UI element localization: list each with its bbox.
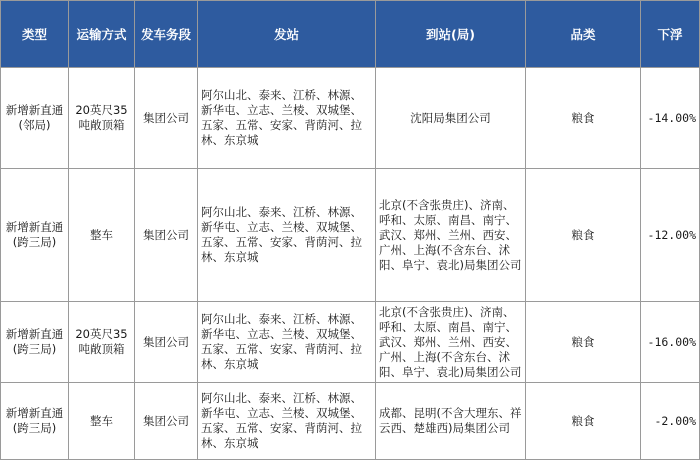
header-discount: 下浮 [641,1,700,68]
cell-transport: 整车 [69,169,135,302]
header-destination: 到站(局) [376,1,526,68]
cell-destination: 成都、昆明(不含大理东、祥云西、楚雄西)局集团公司 [376,383,526,460]
cell-discount: -2.00% [641,383,700,460]
table-row [1,68,700,169]
cell-transport: 整车 [69,383,135,460]
cell-destination: 北京(不含张贵庄)、济南、呼和、太原、南昌、南宁、武汉、郑州、兰州、西安、广州、上海(不含东台、沭阳、阜宁、袁北)局集团公司 [376,302,526,383]
cell-type: 新增新直通(跨三局) [1,302,69,383]
cell-origin: 阿尔山北、泰来、江桥、林源、新华屯、立志、兰棱、双城堡、五家、五常、安家、背荫河、拉林、东京城 [198,302,376,383]
header-type: 类型 [1,1,69,68]
cell-origin: 阿尔山北、泰来、江桥、林源、新华屯、立志、兰棱、双城堡、五家、五常、安家、背荫河、拉林、东京城 [198,169,376,302]
cell-discount: -12.00% [641,169,700,302]
cell-discount: -14.00% [641,68,700,169]
cell-bureau: 集团公司 [135,68,198,169]
table-row [1,302,700,383]
cell-type: 新增新直通(跨三局) [1,169,69,302]
header-category: 品类 [526,1,641,68]
cell-destination: 沈阳局集团公司 [376,68,526,169]
cell-discount: -16.00% [641,302,700,383]
cell-bureau: 集团公司 [135,169,198,302]
header-origin: 发站 [198,1,376,68]
cell-type: 新增新直通(邻局) [1,68,69,169]
cell-category: 粮食 [526,68,641,169]
table-row [1,383,700,460]
cell-category: 粮食 [526,169,641,302]
cell-category: 粮食 [526,302,641,383]
table-row [1,169,700,302]
cell-type: 新增新直通(跨三局) [1,383,69,460]
cell-category: 粮食 [526,383,641,460]
header-row [1,1,700,68]
cell-bureau: 集团公司 [135,383,198,460]
cell-transport: 20英尺35吨敞顶箱 [69,302,135,383]
header-transport: 运输方式 [69,1,135,68]
cell-bureau: 集团公司 [135,302,198,383]
header-bureau: 发车务段 [135,1,198,68]
cell-origin: 阿尔山北、泰来、江桥、林源、新华屯、立志、兰棱、双城堡、五家、五常、安家、背荫河、拉林、东京城 [198,383,376,460]
cell-destination: 北京(不含张贵庄)、济南、呼和、太原、南昌、南宁、武汉、郑州、兰州、西安、广州、上海(不含东台、沭阳、阜宁、袁北)局集团公司 [376,169,526,302]
cell-transport: 20英尺35吨敞顶箱 [69,68,135,169]
cell-origin: 阿尔山北、泰来、江桥、林源、新华屯、立志、兰棱、双城堡、五家、五常、安家、背荫河、拉林、东京城 [198,68,376,169]
